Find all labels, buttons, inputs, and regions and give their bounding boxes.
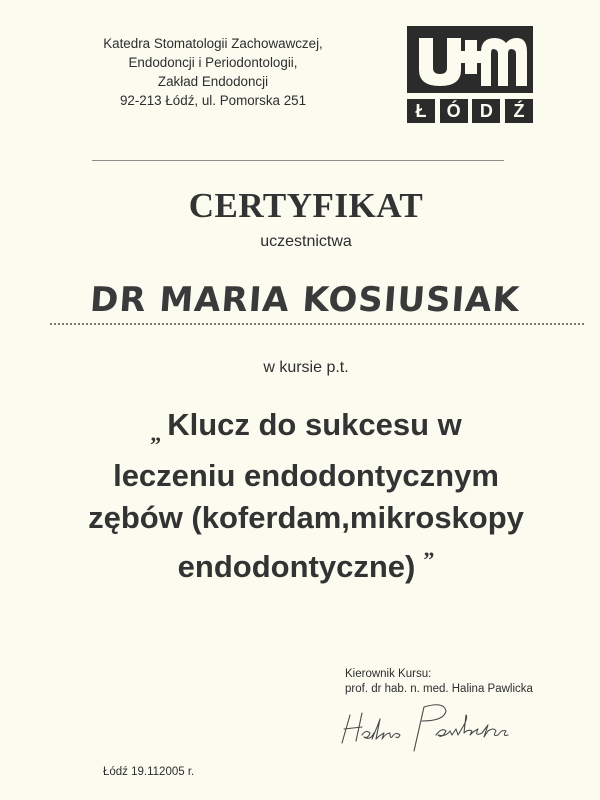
director-name: prof. dr hab. n. med. Halina Pawlicka: [345, 683, 533, 695]
closing-quote: ”: [423, 547, 435, 572]
course-title-text: endodontyczne): [177, 549, 416, 584]
certificate-subtitle: uczestnictwa: [260, 233, 352, 250]
address-line: 92-213 Łódź, ul. Pomorska 251: [119, 93, 307, 108]
course-title-line: [20, 539, 592, 588]
logo-um-mark: [407, 26, 533, 93]
address-line: Zakład Endodoncji: [157, 74, 269, 89]
logo-letter: Ź: [505, 99, 533, 123]
university-logo: [407, 26, 533, 126]
logo-letter: D: [472, 99, 500, 123]
director-label: Kierownik Kursu:: [345, 668, 432, 680]
header-divider: [92, 160, 504, 161]
course-director: [345, 667, 533, 697]
course-intro: w kursie p.t.: [263, 359, 349, 376]
course-title-line: [20, 404, 592, 455]
participant-dotted-line: [50, 323, 584, 325]
address-line: Katedra Stomatologii Zachowawczej,: [103, 36, 323, 51]
participant-name: DR MARIA KOSIUSIAK: [88, 280, 522, 320]
course-title-line: leczeniu endodontycznym: [113, 458, 499, 493]
certificate-title: CERTYFIKAT: [188, 186, 424, 225]
institution-address: [70, 34, 356, 110]
opening-quote: „: [150, 421, 162, 446]
place-and-date: Łódź 19.112005 r.: [103, 766, 195, 778]
logo-city-name: [407, 99, 533, 123]
course-title-line: zębów (koferdam,mikroskopy: [88, 500, 524, 535]
course-title: [20, 404, 592, 588]
address-line: Endodoncji i Periodontologii,: [128, 55, 298, 70]
course-title-text: Klucz do sukcesu w: [167, 407, 462, 442]
logo-letter: Ł: [407, 99, 435, 123]
handwritten-signature: [332, 695, 542, 755]
logo-letter: Ó: [440, 99, 468, 123]
